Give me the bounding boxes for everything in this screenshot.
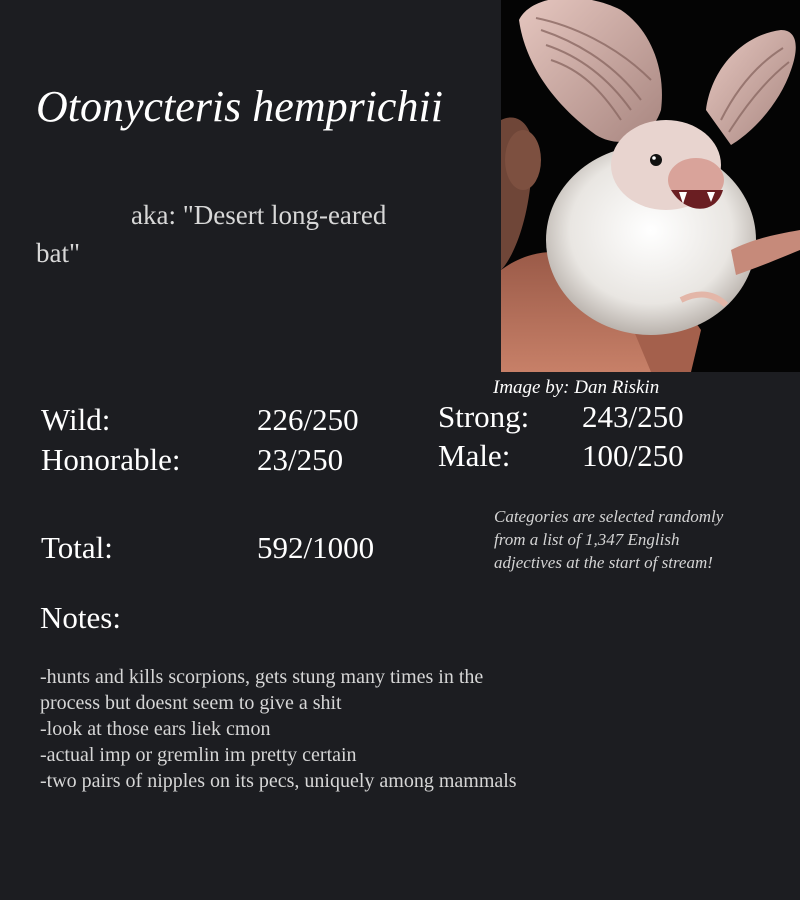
stat-male-label: Male: xyxy=(438,438,511,473)
stat-wild-value: 226/250 xyxy=(257,402,359,437)
note-item: -actual imp or gremlin im pretty certain xyxy=(40,744,357,766)
bat-icon xyxy=(501,0,800,372)
stat-total-label: Total: xyxy=(41,530,113,565)
note-item: -two pairs of nipples on its pecs, uniquely among mammals xyxy=(40,770,517,792)
note-item: -look at those ears liek cmon xyxy=(40,718,271,740)
bat-photo xyxy=(501,0,800,372)
stat-honorable-label: Honorable: xyxy=(41,442,181,477)
stat-honorable-value: 23/250 xyxy=(257,442,344,477)
notes-heading: Notes: xyxy=(40,600,121,635)
species-latin-name: Otonycteris hemprichii xyxy=(36,82,443,131)
notes-list xyxy=(40,664,530,794)
categories-note: Categories are selected randomly from a list of 1,347 English adjectives at the start of stream! xyxy=(494,507,724,572)
stat-strong-value: 243/250 xyxy=(582,399,684,434)
stat-male-value: 100/250 xyxy=(582,438,684,473)
stat-strong-label: Strong: xyxy=(438,399,530,434)
stat-wild-label: Wild: xyxy=(41,402,111,437)
image-credit: Image by: Dan Riskin xyxy=(493,377,660,398)
note-item: -hunts and kills scorpions, gets stung many times in the process but doesnt seem to give a shit xyxy=(40,666,484,714)
species-common-name: aka: "Desert long-eared bat" xyxy=(36,200,387,268)
stat-total-value: 592/1000 xyxy=(257,530,375,565)
